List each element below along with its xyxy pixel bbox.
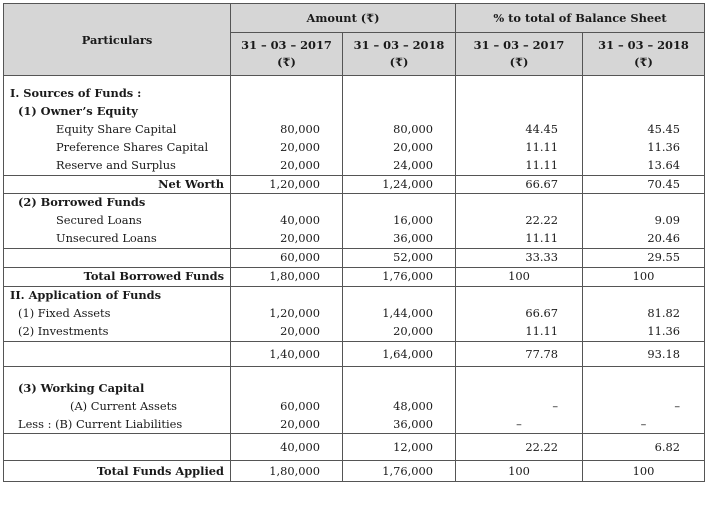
percent-2018: 100 [583,461,705,482]
currency-label: (₹) [277,55,296,69]
row-label: Total Borrowed Funds [4,268,231,287]
percent-2017: 11.11 [456,230,583,248]
amount-2018-header [343,33,456,76]
amount-2018: 1,44,000 [343,305,456,323]
amount-2017: 1,20,000 [231,175,343,194]
amount-2018: 16,000 [343,212,456,230]
table-row [4,416,705,434]
row-label: (1) Fixed Assets [4,305,231,323]
total-borrowed-row [4,268,705,287]
percent-2017: 22.22 [456,212,583,230]
borrowed-funds-title: (2) Borrowed Funds [4,194,231,212]
percent-2018: 93.18 [583,341,705,366]
percent-2017: 11.11 [456,157,583,175]
subtotal-row [4,341,705,366]
percent-2017: – [456,416,583,434]
amount-2017: 1,80,000 [231,461,343,482]
percent-2017: 33.33 [456,249,583,268]
row-label: Less : (B) Current Liabilities [4,416,231,434]
row-label: Reserve and Surplus [4,157,231,175]
percent-2018: 6.82 [583,434,705,461]
amount-2017: 20,000 [231,416,343,434]
amount-2018: 36,000 [343,230,456,248]
row-label: Preference Shares Capital [4,139,231,157]
particulars-header: Particulars [4,4,231,76]
percent-2018-header [583,33,705,76]
row-label: (2) Investments [4,323,231,341]
table-row [4,121,705,139]
percent-2018: 13.64 [583,157,705,175]
amount-2017-header [231,33,343,76]
percent-2018: 9.09 [583,212,705,230]
percent-2017: 66.67 [456,175,583,194]
date-label: 31 – 03 – 2017 [241,38,332,52]
table-row [4,398,705,416]
table-row [4,323,705,341]
table-row [4,230,705,248]
currency-label: (₹) [634,55,653,69]
amount-2017: 80,000 [231,121,343,139]
percent-2017: 66.67 [456,305,583,323]
working-capital-title: (3) Working Capital [4,380,231,398]
amount-2017: 40,000 [231,434,343,461]
percent-2018: 81.82 [583,305,705,323]
amount-2018: 36,000 [343,416,456,434]
subsection-heading [4,380,705,398]
header-row-top [4,4,705,33]
amount-2018: 80,000 [343,121,456,139]
amount-2017: 20,000 [231,323,343,341]
percent-2018: 11.36 [583,323,705,341]
percent-2017: 22.22 [456,434,583,461]
row-label: Secured Loans [4,212,231,230]
currency-label: (₹) [389,55,409,69]
table-row [4,139,705,157]
amount-2018: 1,76,000 [343,268,456,287]
percent-header: % to total of Balance Sheet [456,4,705,33]
table-row [4,305,705,323]
subsection-heading [4,103,705,121]
subtotal-row [4,434,705,461]
amount-2017: 60,000 [231,398,343,416]
amount-header: Amount (₹) [231,4,456,33]
percent-2018: 20.46 [583,230,705,248]
percent-2017: – [456,398,583,416]
amount-2017: 20,000 [231,157,343,175]
amount-2018: 52,000 [343,249,456,268]
date-label: 31 – 03 – 2018 [598,38,689,52]
amount-2018: 12,000 [343,434,456,461]
percent-2018: 45.45 [583,121,705,139]
amount-2017: 1,20,000 [231,305,343,323]
amount-2018: 1,64,000 [343,341,456,366]
table-row [4,212,705,230]
section-heading [4,286,705,304]
spacer-row [4,366,705,380]
row-label: Total Funds Applied [4,461,231,482]
amount-2018: 20,000 [343,323,456,341]
percent-2018: – [583,398,705,416]
row-label: Unsecured Loans [4,230,231,248]
percent-2017: 11.11 [456,323,583,341]
row-label: Equity Share Capital [4,121,231,139]
amount-2017: 20,000 [231,139,343,157]
amount-2018: 20,000 [343,139,456,157]
owners-equity-title: (1) Owner’s Equity [4,103,231,121]
amount-2018: 1,24,000 [343,175,456,194]
percent-2017: 44.45 [456,121,583,139]
amount-2017: 1,80,000 [231,268,343,287]
percent-2018: 29.55 [583,249,705,268]
percent-2018: 11.36 [583,139,705,157]
subtotal-row [4,249,705,268]
net-worth-row [4,175,705,194]
amount-2018: 48,000 [343,398,456,416]
date-label: 31 – 03 – 2018 [353,38,445,52]
percent-2017: 11.11 [456,139,583,157]
percent-2017: 77.78 [456,341,583,366]
application-title: II. Application of Funds [4,286,231,304]
sources-title: I. Sources of Funds : [4,85,231,103]
row-label: (A) Current Assets [4,398,231,416]
percent-2018: 70.45 [583,175,705,194]
percent-2018: 100 [583,268,705,287]
subsection-heading [4,194,705,212]
amount-2017: 40,000 [231,212,343,230]
total-applied-row [4,461,705,482]
table-row [4,157,705,175]
row-label: Net Worth [4,175,231,194]
balance-sheet-table-wrapper [3,3,704,499]
amount-2017: 1,40,000 [231,341,343,366]
percent-2017: 100 [456,268,583,287]
common-size-balance-sheet-table [3,3,705,482]
amount-2018: 1,76,000 [343,461,456,482]
amount-2017: 20,000 [231,230,343,248]
date-label: 31 – 03 – 2017 [473,38,565,52]
spacer-row [4,76,705,86]
amount-2018: 24,000 [343,157,456,175]
percent-2017: 100 [456,461,583,482]
currency-label: (₹) [509,55,529,69]
amount-2017: 60,000 [231,249,343,268]
percent-2017-header [456,33,583,76]
percent-2018: – [583,416,705,434]
section-heading [4,85,705,103]
